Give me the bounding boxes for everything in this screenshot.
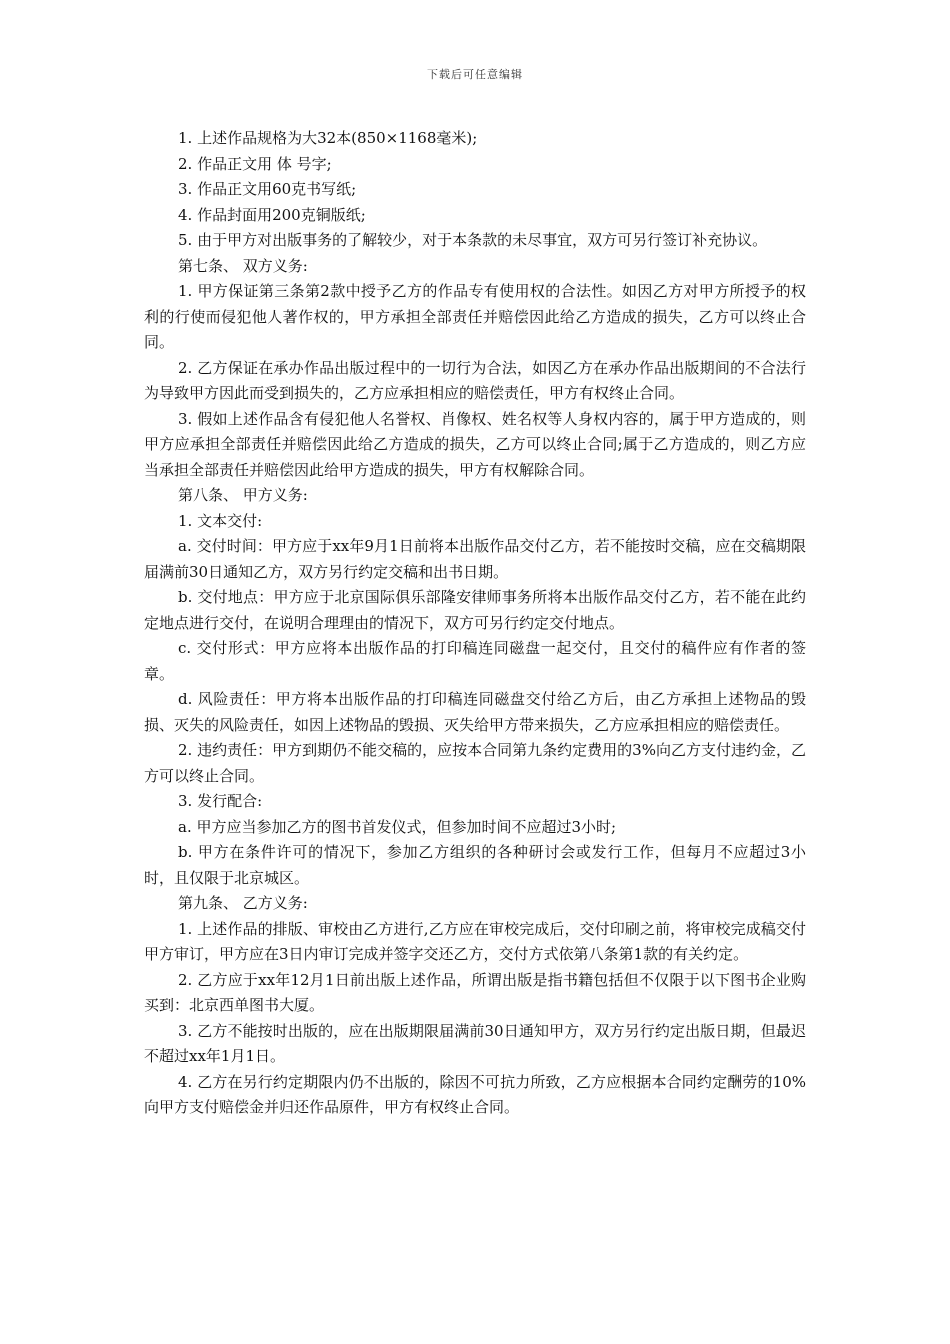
article-8-item-1: 1. 文本交付: bbox=[178, 511, 263, 530]
article-8-item-1d: d. 风险责任：甲方将本出版作品的打印稿连同磁盘交付给乙方后，由乙方承担上述物品的毁损、灭失的风险责任，如因上述物品的毁损、灭失给甲方带来损失，乙方应承担相应的赔偿责任。 bbox=[144, 690, 806, 734]
article-8-item-3b: b. 甲方在条件许可的情况下，参加乙方组织的各种研讨会或发行工作，但每月不应超过3小时，且仅限于北京城区。 bbox=[144, 843, 806, 887]
article-7-item-1: 1. 甲方保证第三条第2款中授予乙方的作品专有使用权的合法性。如因乙方对甲方所授予的权利的行使而侵犯他人著作权的，甲方承担全部责任并赔偿因此给乙方造成的损失，乙方可以终止合同。 bbox=[144, 282, 806, 351]
article-8-item-1b: b. 交付地点：甲方应于北京国际俱乐部隆安律师事务所将本出版作品交付乙方，若不能在此约定地点进行交付，在说明合理理由的情况下，双方可另行约定交付地点。 bbox=[144, 588, 806, 632]
spec-item-1: 1. 上述作品规格为大32本(850×1168毫米); bbox=[178, 129, 478, 147]
article-8-item-3: 3. 发行配合: bbox=[178, 792, 263, 810]
article-8-heading: 第八条、 甲方义务: bbox=[178, 486, 308, 504]
article-9-item-1: 1. 上述作品的排版、审校由乙方进行,乙方应在审校完成后，交付印刷之前，将审校完成稿交付甲方审订，甲方应在3日内审订完成并签字交还乙方，交付方式依第八条第1款的有关约定。 bbox=[144, 919, 806, 963]
article-9-heading: 第九条、 乙方义务: bbox=[178, 894, 308, 912]
article-8-item-3a: a. 甲方应当参加乙方的图书首发仪式，但参加时间不应超过3小时; bbox=[178, 817, 617, 836]
article-9-item-4: 4. 乙方在另行约定期限内仍不出版的，除因不可抗力所致，乙方应根据本合同约定酬劳的10%向甲方支付赔偿金并归还作品原件，甲方有权终止合同。 bbox=[144, 1072, 806, 1116]
spec-item-4: 4. 作品封面用200克铜版纸; bbox=[178, 205, 366, 224]
article-7-item-2: 2. 乙方保证在承办作品出版过程中的一切行为合法，如因乙方在承办作品出版期间的不合法行为导致甲方因此而受到损失的，乙方应承担相应的赔偿责任，甲方有权终止合同。 bbox=[144, 358, 806, 402]
spec-item-2: 2. 作品正文用 体 号字; bbox=[178, 154, 332, 173]
article-7-item-3: 3. 假如上述作品含有侵犯他人名誉权、肖像权、姓名权等人身权内容的，属于甲方造成的，则甲方应承担全部责任并赔偿因此给乙方造成的损失，乙方可以终止合同;属于乙方造成的，则乙方应当承担全部责任并赔偿因此给甲方造成的损失，甲方有权解除合同。 bbox=[144, 409, 806, 479]
article-9-item-2: 2. 乙方应于xx年12月1日前出版上述作品，所谓出版是指书籍包括但不仅限于以下图书企业购买到：北京西单图书大厦。 bbox=[144, 970, 806, 1014]
document-body bbox=[144, 126, 806, 1121]
article-8-item-1c: c. 交付形式：甲方应将本出版作品的打印稿连同磁盘一起交付，且交付的稿件应有作者的签章。 bbox=[144, 639, 806, 683]
article-8-item-1a: a. 交付时间：甲方应于xx年9月1日前将本出版作品交付乙方，若不能按时交稿，应在交稿期限届满前30日通知乙方，双方另行约定交稿和出书日期。 bbox=[144, 537, 806, 581]
spec-item-3: 3. 作品正文用60克书写纸; bbox=[178, 180, 357, 198]
spec-item-5: 5. 由于甲方对出版事务的了解较少，对于本条款的未尽事宜，双方可另行签订补充协议。 bbox=[178, 231, 768, 249]
article-7-heading: 第七条、 双方义务: bbox=[178, 256, 308, 275]
article-8-item-2: 2. 违约责任：甲方到期仍不能交稿的，应按本合同第九条约定费用的3%向乙方支付违约金，乙方可以终止合同。 bbox=[144, 741, 806, 785]
page-header: 下载后可任意编辑 bbox=[427, 68, 523, 81]
article-9-item-3: 3. 乙方不能按时出版的，应在出版期限届满前30日通知甲方，双方另行约定出版日期，但最迟不超过xx年1月1日。 bbox=[144, 1021, 806, 1065]
